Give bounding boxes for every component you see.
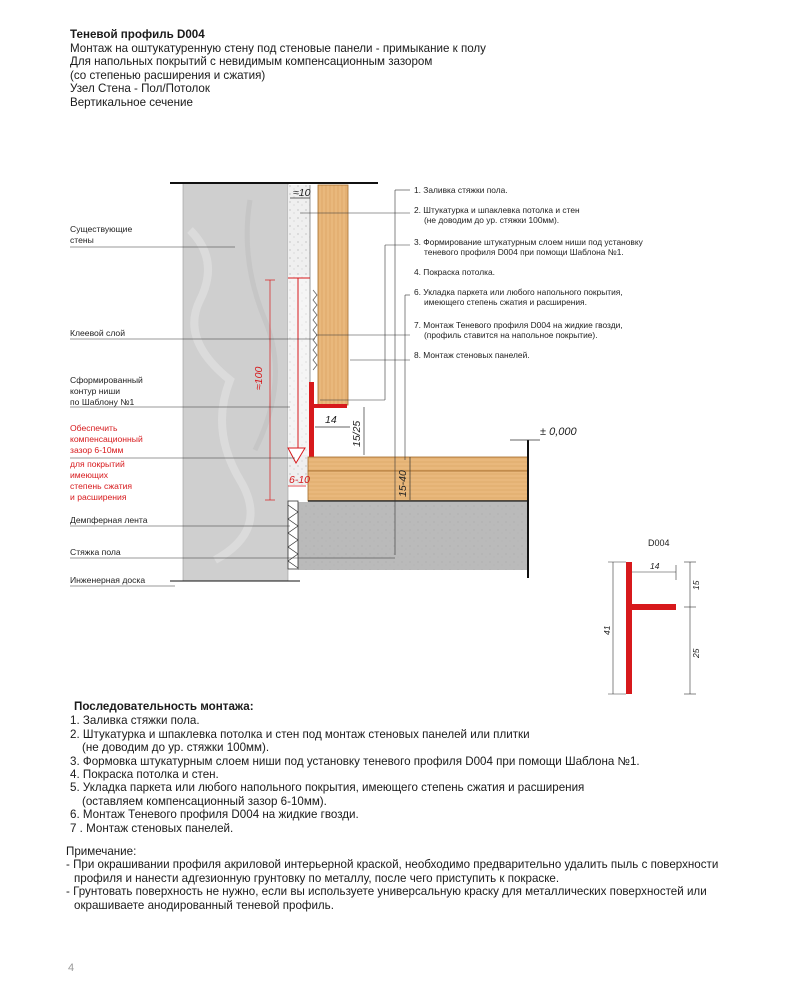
notes-title: Примечание: <box>66 845 137 858</box>
sequence-item-5b: (оставляем компенсационный зазор 6-10мм). <box>82 794 327 808</box>
sequence-item-6: 6. Монтаж Теневого профиля D004 на жидкие гвозди. <box>70 808 359 822</box>
label-gap-2: компенсационный <box>70 434 143 444</box>
svg-text:2. Штукатурка и шпаклевка пото <box>414 205 580 215</box>
label-1: 1. Заливка стяжки пола. <box>414 185 508 195</box>
dim-approx10: ≈10 <box>293 187 311 199</box>
label-damper-tape: Демпферная лента <box>70 515 148 525</box>
note-2: - Грунтовать поверхность не нужно, если вы используете универсальную краску для металлических поверхностей или <box>66 885 707 899</box>
label-floor-screed: Стяжка пола <box>70 547 121 557</box>
label-engineered-board: Инженерная доска <box>70 575 146 585</box>
label-existing-walls-1: Существующие <box>70 224 133 234</box>
label-gap-5: имеющих <box>70 470 109 480</box>
label-4: 4. Покраска потолка. <box>414 267 495 277</box>
label-contour-2: контур ниши <box>70 386 121 396</box>
label-6a: 6. Укладка паркета или любого напольного покрытия, <box>414 287 623 297</box>
label-gap-4: для покрытий <box>70 459 125 469</box>
sequence-item-2b: (не доводим до ур. стяжки 100мм). <box>82 741 270 755</box>
page-number: 4 <box>68 962 75 974</box>
label-glue-layer: Клеевой слой <box>70 328 126 338</box>
dim-15-25: 15/25 <box>351 420 363 447</box>
dim-14: 14 <box>325 414 337 426</box>
sequence-item-1: 1. Заливка стяжки пола. <box>70 714 200 728</box>
label-3b: теневого профиля D004 при помощи Шаблона №1. <box>424 247 624 257</box>
label-7a: 7. Монтаж Теневого профиля D004 на жидкие гвозди, <box>414 320 623 330</box>
subtitle-line-1: Монтаж на оштукатуренную стену под стеновые панели - примыкание к полу <box>70 41 486 55</box>
profile-name: D004 <box>648 538 670 548</box>
wall-panel <box>318 185 348 405</box>
sequence-item-4: 4. Покраска потолка и стен. <box>70 768 219 782</box>
subtitle-line-5: Вертикальное сечение <box>70 95 193 109</box>
svg-text:имеющего степень сжатия и расш <box>424 297 587 307</box>
dim-15-40: 15-40 <box>397 470 409 497</box>
label-6b: имеющего степень сжатия и расширения. <box>424 297 587 307</box>
label-gap-7: и расширения <box>70 492 127 502</box>
note-2b: окрашиваете анодированный теневой профиль. <box>74 898 334 912</box>
svg-text:(не доводим до ур. стяжки 100м <box>424 215 559 225</box>
dim-approx100: ≈100 <box>253 366 265 390</box>
sequence-item-5: 5. Укладка паркета или любого напольного покрытия, имеющего степень сжатия и расширения <box>70 781 585 795</box>
page-title: Теневой профиль D004 <box>70 28 205 41</box>
svg-text:4. Покраска потолка. <box>414 267 495 277</box>
svg-text:теневого профиля D004 при помо <box>424 247 624 257</box>
svg-text:3. Формирование штукатурным сл <box>414 237 644 247</box>
level-mark: ± 0,000 <box>540 426 577 438</box>
label-existing-walls-2: стены <box>70 235 94 245</box>
svg-text:(профиль ставится на напольное <box>424 330 598 340</box>
existing-wall <box>183 183 288 581</box>
parquet-top <box>308 457 528 471</box>
profile-dim-15: 15 <box>691 580 701 590</box>
svg-text:1. Заливка стяжки пола. <box>414 185 508 195</box>
sequence-title: Последовательность монтажа: <box>74 700 254 713</box>
profile-dim-41: 41 <box>602 625 612 635</box>
label-2b: (не доводим до ур. стяжки 100мм). <box>424 215 560 225</box>
subtitle-line-3: (со степенью расширения и сжатия) <box>70 68 266 82</box>
subtitle-line-4: Узел Стена - Пол/Потолок <box>70 82 210 96</box>
label-gap-6: степень сжатия <box>70 481 133 491</box>
subtitle-line-2: Для напольных покрытий с невидимым компенсационным зазором <box>70 55 433 69</box>
profile-dim-25: 25 <box>691 648 701 658</box>
note-1b: профиля и нанести адгезионную грунтовку по металлу, после чего приступить к покраске. <box>74 871 560 885</box>
profile-dim-14: 14 <box>650 561 660 571</box>
label-contour-3: по Шаблону №1 <box>70 397 135 407</box>
sequence-item-7: 7 . Монтаж стеновых панелей. <box>70 821 234 835</box>
label-contour-1: Сформированный <box>70 375 143 385</box>
label-gap-1: Обеспечить <box>70 423 118 433</box>
sequence-item-3: 3. Формовка штукатурным слоем ниши под установку теневого профиля D004 при помощи Шаблона №1. <box>70 754 640 768</box>
assembly-sequence <box>70 700 640 835</box>
engineered-board <box>308 471 528 501</box>
sequence-item-2: 2. Штукатурка и шпаклевка потолка и стен под монтаж стеновых панелей или плитки <box>70 727 530 741</box>
label-gap-3: зазор 6-10мм <box>70 445 124 455</box>
label-2a: 2. Штукатурка и шпаклевка потолка и стен <box>414 205 580 215</box>
label-3a: 3. Формирование штукатурным слоем ниши под установку <box>414 237 643 247</box>
svg-text:6. Укладка паркета или любого <box>414 287 623 297</box>
svg-text:7. Монтаж Теневого профиля D00 <box>414 320 623 330</box>
note-1: - При окрашивании профиля акриловой интерьерной краской, необходимо предварительно удалить пыль с поверхности <box>66 858 719 872</box>
svg-text:8. Монтаж стеновых панелей. <box>414 350 530 360</box>
dim-6-10: 6-10 <box>289 474 311 486</box>
notes-block <box>66 845 718 912</box>
glue-layer <box>313 290 317 370</box>
label-7b: (профиль ставится на напольное покрытие). <box>424 330 598 340</box>
label-8: 8. Монтаж стеновых панелей. <box>414 350 530 360</box>
profile-detail <box>602 538 701 694</box>
